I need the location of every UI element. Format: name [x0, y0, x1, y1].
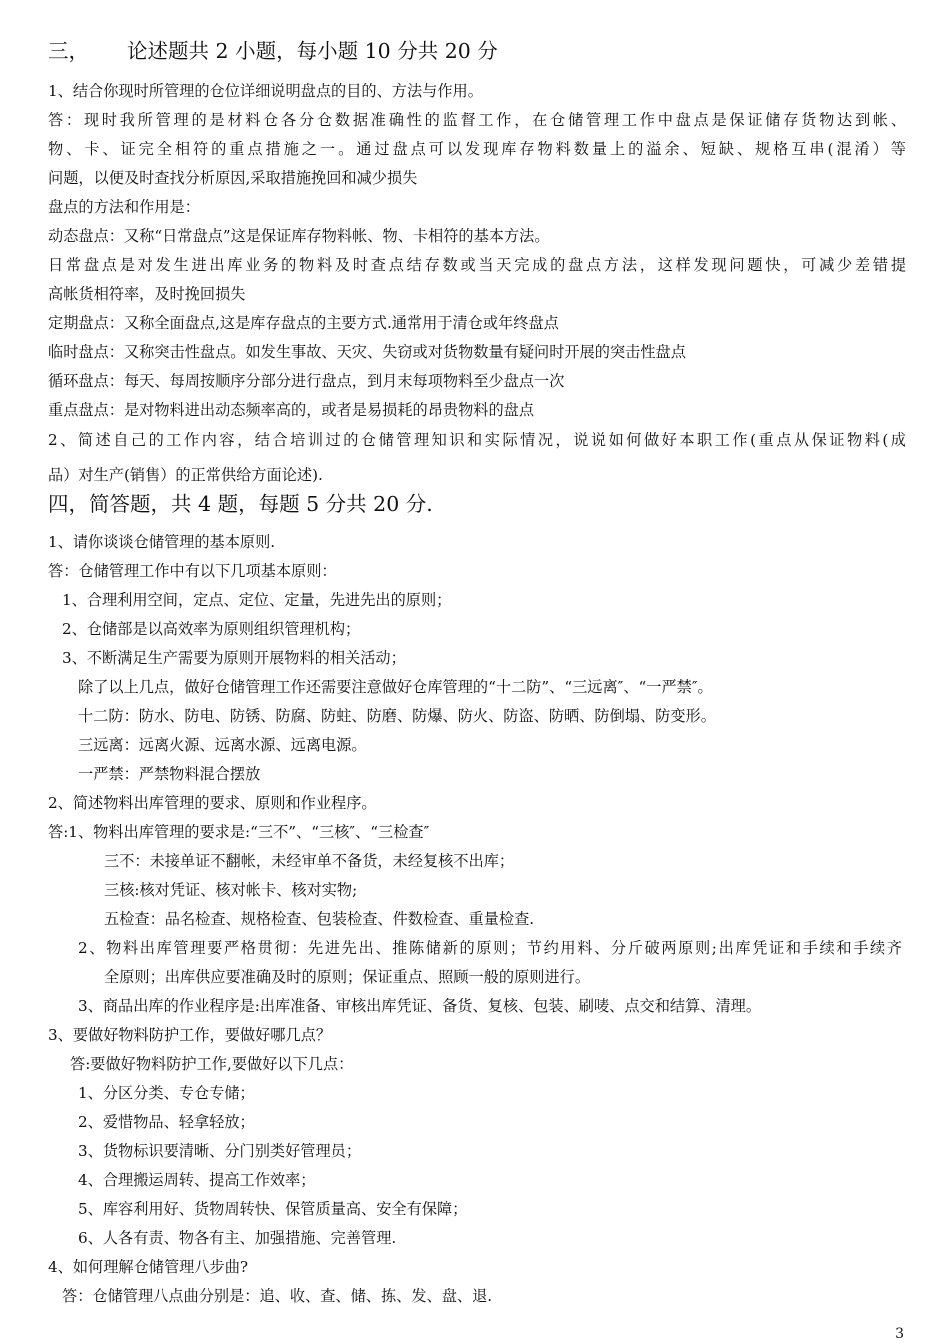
- question-3-1: 1、结合你现时所管理的仓位详细说明盘点的目的、方法与作用。: [48, 82, 483, 100]
- answer-4-1: 答：仓储管理工作中有以下几项基本原则：: [48, 562, 337, 580]
- five-inspections: 五检查：品名检查、规格检查、包装检查、件数检查、重量检查.: [104, 910, 535, 928]
- answer-3-1-line-2: 物、卡、证完全相符的重点措施之一。通过盘点可以发现库存物料数量上的溢余、短缺、规格互串(混淆）等: [48, 140, 906, 158]
- protection-point-2: 2、爱惜物品、轻拿轻放；: [78, 1113, 255, 1131]
- protection-point-1: 1、分区分类、专仓专储；: [78, 1084, 255, 1102]
- section-3-heading: [48, 38, 498, 64]
- principle-3: 3、不断满足生产需要为原则开展物料的相关活动；: [62, 649, 406, 667]
- principle-1: 1、合理利用空间，定点、定位、定量，先进先出的原则；: [62, 591, 452, 609]
- periodic-count: 定期盘点：又称全面盘点,这是库存盘点的主要方式.通常用于清仓或年终盘点: [48, 314, 559, 332]
- answer-3-1-line-3: 问题，以便及时查找分析原因,采取措施挽回和减少损失: [48, 169, 418, 187]
- temporary-count: 临时盘点：又称突击性盘点。如发生事故、天灾、失窃或对货物数量有疑问时开展的突击性盘点: [48, 343, 686, 361]
- daily-count-line-1: 日常盘点是对发生进出库业务的物料及时查点结存数或当天完成的盘点方法，这样发现问题快，可减少差错提: [48, 256, 906, 274]
- protection-point-5: 5、库容利用好、货物周转快、保管质量高、安全有保障；: [78, 1200, 468, 1218]
- outbound-principles-line-1: 2、物料出库管理要严格贯彻：先进先出、推陈储新的原则；节约用料、分斤破两原则;出库凭证和手续和手续齐: [78, 939, 902, 957]
- answer-4-3: 答:要做好物料防护工作,要做好以下几点：: [70, 1055, 354, 1073]
- answer-4-4: 答：仓储管理八点曲分别是：追、收、查、储、拣、发、盘、退.: [62, 1287, 493, 1305]
- three-distances: 三远离：远离火源、远离水源、远离电源。: [78, 736, 367, 754]
- page-number: 3: [895, 1326, 904, 1342]
- section-3-number: 三，: [48, 39, 89, 63]
- additional-notes: 除了以上几点，做好仓储管理工作还需要注意做好仓库管理的“十二防”、“三远离″、“一严禁″。: [78, 678, 713, 696]
- outbound-procedure: 3、商品出库的作业程序是:出库准备、审核出库凭证、备货、复核、包装、刷唛、点交和结算、清理。: [78, 997, 762, 1015]
- answer-3-1-line-1: 答：现时我所管理的是材料仓各分仓数据准确性的监督工作，在仓储管理工作中盘点是保证储存货物达到帐、: [48, 111, 906, 129]
- question-4-3: 3、要做好物料防护工作，要做好哪几点？: [48, 1026, 332, 1044]
- dynamic-count: 动态盘点：又称“日常盘点”这是保证库存物料帐、物、卡相符的基本方法。: [48, 227, 550, 245]
- question-4-4: 4、如何理解仓储管理八步曲?: [48, 1258, 249, 1276]
- principle-2: 2、仓储部是以高效率为原则组织管理机构；: [62, 620, 361, 638]
- daily-count-line-2: 高帐货相符率，及时挽回损失: [48, 285, 246, 303]
- section-4-heading: 四，简答题，共 4 题，每题 5 分共 20 分.: [48, 492, 433, 516]
- twelve-preventions: 十二防：防水、防电、防锈、防腐、防蛀、防磨、防爆、防火、防盗、防晒、防倒塌、防变形。: [78, 707, 716, 725]
- section-3-title: 论述题共 2 小题，每小题 10 分共 20 分: [127, 39, 498, 63]
- question-3-2-line-1: 2、简述自己的工作内容，结合培训过的仓储管理知识和实际情况，说说如何做好本职工作(重点从保证物料(成: [48, 431, 906, 449]
- question-4-2: 2、简述物料出库管理的要求、原则和作业程序。: [48, 794, 377, 812]
- protection-point-3: 3、货物标识要清晰、分门别类好管理员；: [78, 1142, 362, 1160]
- protection-point-6: 6、人各有责、物各有主、加强措施、完善管理.: [78, 1229, 397, 1247]
- three-checks: 三核:核对凭证、核对帐卡、核对实物;: [104, 881, 358, 899]
- one-prohibition: 一严禁：严禁物料混合摆放: [78, 765, 261, 783]
- protection-point-4: 4、合理搬运周转、提高工作效率；: [78, 1171, 316, 1189]
- question-3-2-line-2: 品）对生产(销售）的正常供给方面论述).: [48, 466, 323, 484]
- answer-4-2: 答:1、物料出库管理的要求是:“三不”、“三核″、“三检查″: [48, 823, 430, 841]
- cycle-count: 循环盘点：每天、每周按顺序分部分进行盘点，到月末每项物料至少盘点一次: [48, 372, 565, 390]
- question-4-1: 1、请你谈谈仓储管理的基本原则.: [48, 533, 276, 551]
- outbound-principles-line-2: 全原则；出库供应要准确及时的原则；保证重点、照顾一般的原则进行。: [104, 968, 590, 986]
- methods-title: 盘点的方法和作用是：: [48, 198, 200, 216]
- key-count: 重点盘点：是对物料进出动态频率高的，或者是易损耗的昂贵物料的盘点: [48, 401, 534, 419]
- three-no: 三不：未接单证不翻帐，未经审单不备货，未经复核不出库；: [104, 852, 515, 870]
